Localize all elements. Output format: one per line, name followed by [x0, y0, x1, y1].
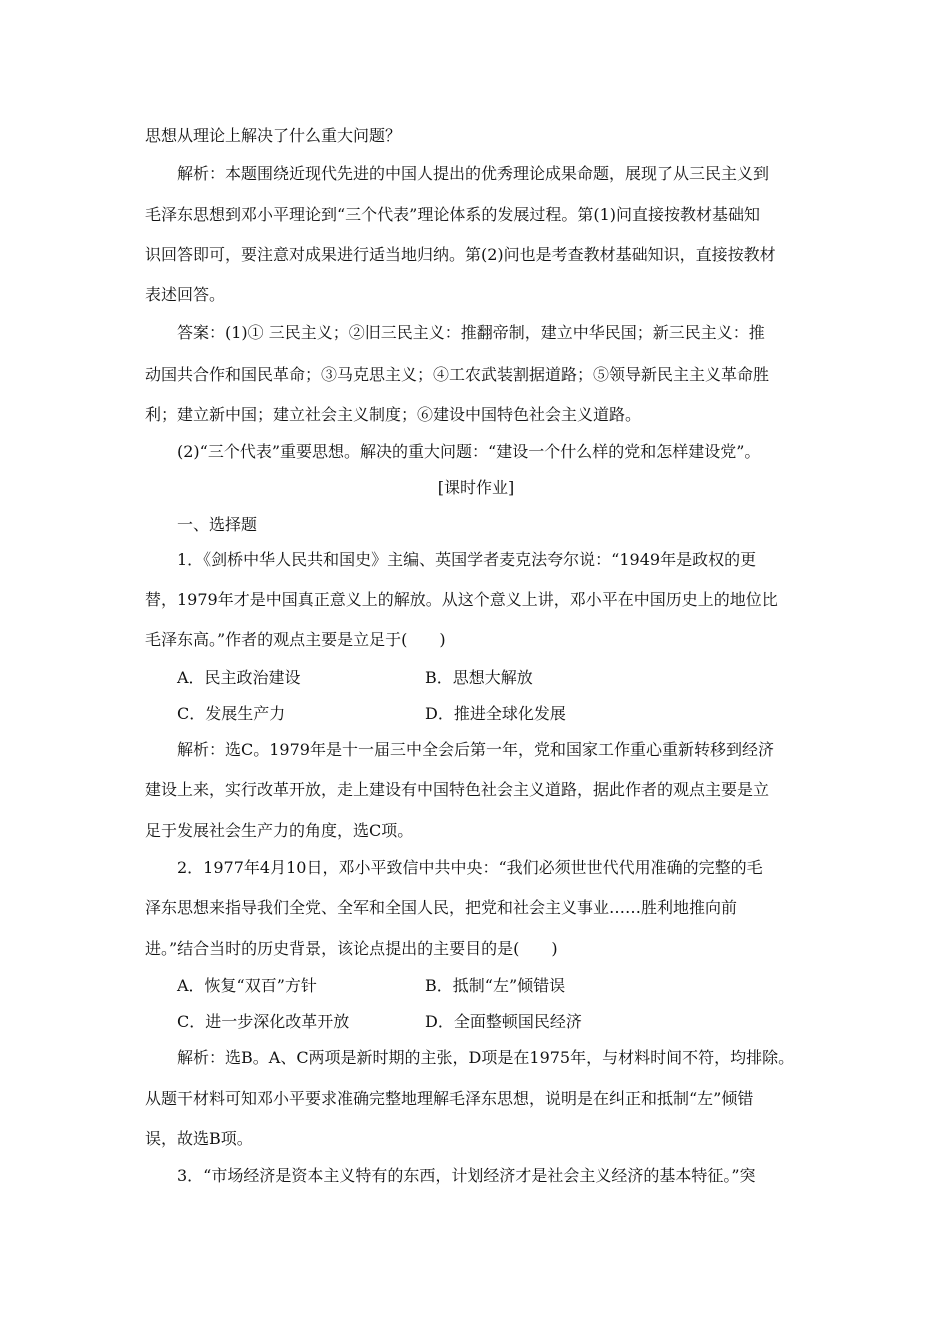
text-line: 进。”结合当时的历史背景，该论点提出的主要目的是( ) — [145, 939, 558, 958]
q1-option-d: D．推进全球化发展 — [425, 704, 566, 723]
answer-paragraph: 答案：(1)① 三民主义；②旧三民主义：推翻帝制，建立中华民国；新三民主义：推 — [177, 323, 765, 342]
section-heading: [课时作业] — [437, 478, 515, 497]
text-line: 替，1979年才是中国真正意义上的解放。从这个意义上讲，邓小平在中国历史上的地位比 — [145, 590, 778, 609]
q2-option-d: D．全面整顿国民经济 — [425, 1012, 582, 1031]
text-line: 误，故选B项。 — [145, 1129, 253, 1148]
answer-part-2: (2)“三个代表”重要思想。解决的重大问题：“建设一个什么样的党和怎样建设党”。 — [177, 442, 761, 461]
q1-option-b: B．思想大解放 — [425, 668, 533, 687]
text-line: 足于发展社会生产力的角度，选C项。 — [145, 821, 414, 840]
text-line: 从题干材料可知邓小平要求准确完整地理解毛泽东思想，说明是在纠正和抵制“左”倾错 — [145, 1089, 754, 1108]
q1-option-a: A．民主政治建设 — [177, 668, 301, 687]
q1-option-c: C．发展生产力 — [177, 704, 286, 723]
question-2: 2．1977年4月10日，邓小平致信中共中央：“我们必须世世代代用准确的完整的毛 — [177, 858, 763, 877]
question-3: 3．“市场经济是资本主义特有的东西，计划经济才是社会主义经济的基本特征。”突 — [177, 1166, 756, 1185]
text-line: 思想从理论上解决了什么重大问题？ — [145, 126, 402, 145]
q2-analysis: 解析：选B。A、C两项是新时期的主张，D项是在1975年，与材料时间不符，均排除。 — [177, 1048, 795, 1067]
text-line: 毛泽东高。”作者的观点主要是立足于( ) — [145, 630, 446, 649]
subsection-heading: 一、选择题 — [177, 515, 258, 534]
q1-analysis: 解析：选C。1979年是十一届三中全会后第一年，党和国家工作重心重新转移到经济 — [177, 740, 774, 759]
text-line: 泽东思想来指导我们全党、全军和全国人民，把党和社会主义事业……胜利地推向前 — [145, 898, 738, 917]
text-line: 动国共合作和国民革命；③马克思主义；④工农武装割据道路；⑤领导新民主主义革命胜 — [145, 365, 770, 384]
text-line: 表述回答。 — [145, 285, 226, 304]
question-1: 1．《剑桥中华人民共和国史》主编、英国学者麦克法夸尔说：“1949年是政权的更 — [177, 550, 757, 569]
text-line: 利；建立新中国；建立社会主义制度；⑥建设中国特色社会主义道路。 — [145, 405, 642, 424]
q2-option-c: C．进一步深化改革开放 — [177, 1012, 350, 1031]
analysis-paragraph: 解析：本题围绕近现代先进的中国人提出的优秀理论成果命题，展现了从三民主义到 — [177, 164, 770, 183]
text-line: 识回答即可，要注意对成果进行适当地归纳。第(2)问也是考查教材基础知识，直接按教材 — [145, 245, 776, 264]
text-line: 毛泽东思想到邓小平理论到“三个代表”理论体系的发展过程。第(1)问直接按教材基础知 — [145, 205, 761, 224]
text-line: 建设上来，实行改革开放，走上建设有中国特色社会主义道路，据此作者的观点主要是立 — [145, 780, 770, 799]
q2-option-b: B．抵制“左”倾错误 — [425, 976, 566, 995]
q2-option-a: A．恢复“双百”方针 — [177, 976, 317, 995]
